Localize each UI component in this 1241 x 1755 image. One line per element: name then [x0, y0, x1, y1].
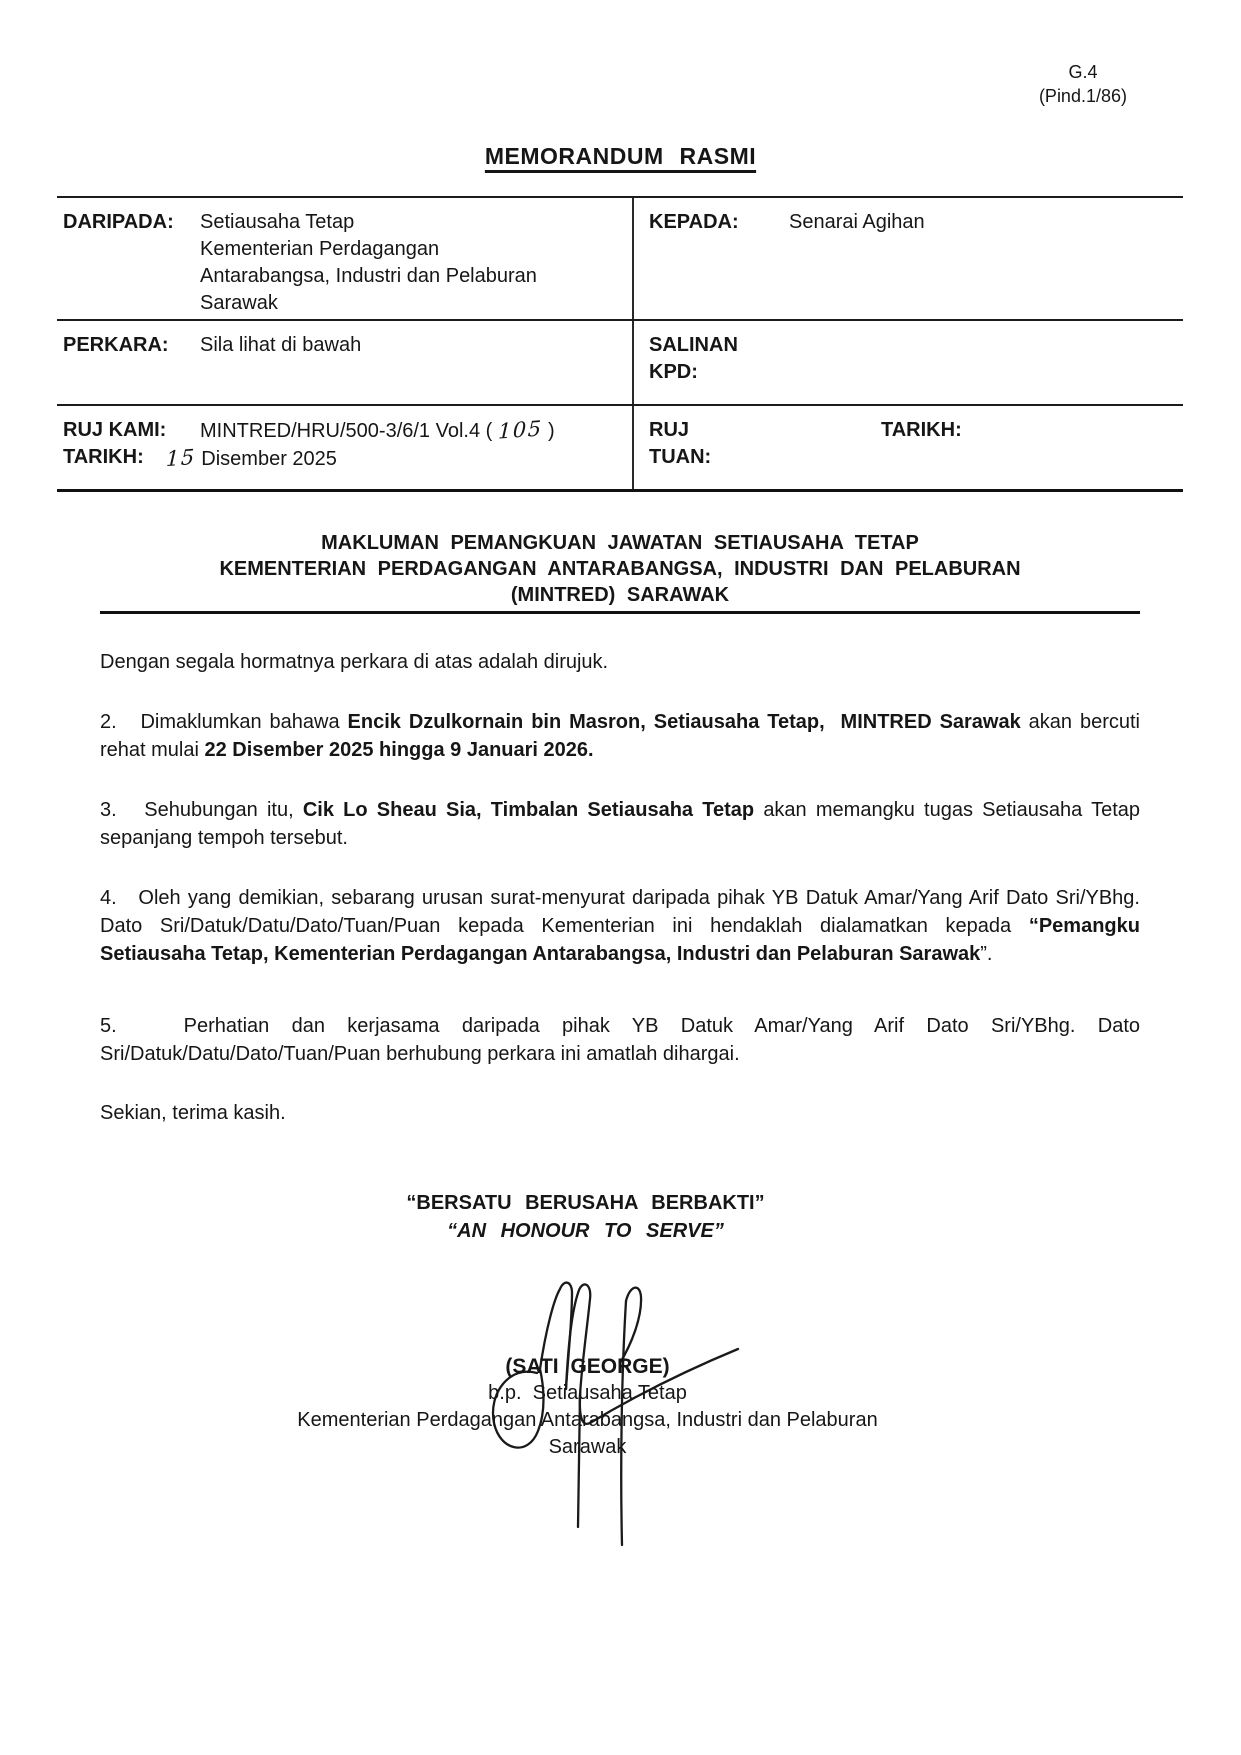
handwritten-ref-number: 105 — [497, 416, 543, 444]
body-paragraph: 2. Dimaklumkan bahawa Encik Dzulkornain bin Masron, Setiausaha Tetap, MINTRED Sarawak akan bercuti rehat mulai 22 Disember 2025 hingga 9 Januari 2026. — [100, 711, 1141, 761]
page-title: MEMORANDUM RASMI — [484, 143, 757, 169]
tarikh-kami-label: TARIKH: — [63, 446, 144, 468]
signatory-on-behalf: b.p. Setiausaha Tetap — [488, 1382, 687, 1404]
motto-line-1: “BERSATU BERUSAHA BERBAKTI” — [406, 1192, 765, 1214]
daripada-value: Setiausaha Tetap Kementerian Perdagangan Antarabangsa, Industri dan Pelaburan Sarawak — [200, 211, 537, 314]
table-row-ruj-tarikh — [57, 406, 1183, 489]
signatory-name: (SATI GEORGE) — [505, 1355, 670, 1378]
handwritten-day: 15 — [165, 444, 197, 472]
field-ruj-kami-tarikh — [57, 406, 632, 489]
body-paragraph: 3. Sehubungan itu, Cik Lo Sheau Sia, Timbalan Setiausaha Tetap akan memangku tugas Setiausaha Tetap sepanjang tempoh tersebut. — [100, 799, 1141, 849]
form-code-revision: (Pind.1/86) — [1038, 86, 1127, 106]
subject-line-3: (MINTRED) SARAWAK — [510, 584, 730, 606]
subject-line-1: MAKLUMAN PEMANGKUAN JAWATAN SETIAUSAHA TETAP — [321, 532, 919, 554]
ruj-tuan-label: RUJ TUAN: — [649, 419, 712, 468]
subject-line-2: KEMENTERIAN PERDAGANGAN ANTARABANGSA, INDUSTRI DAN PELABURAN — [219, 558, 1021, 580]
ruj-kami-tarikh-values — [165, 416, 555, 489]
body-paragraph: 5. Perhatian dan kerjasama daripada pihak YB Datuk Amar/Yang Arif Dato Sri/YBhg. Dato Sri/Datuk/Datu/Dato/Tuan/Puan berhubung perkara ini amatlah dihargai. — [100, 1015, 1140, 1065]
signatory-block — [0, 1353, 1208, 1461]
motto — [0, 1189, 1206, 1245]
closing-line: Sekian, terima kasih. — [100, 1102, 286, 1124]
perkara-value: Sila lihat di bawah — [200, 334, 362, 356]
signatory-place: Sarawak — [548, 1436, 627, 1458]
salinan-label-line2: KPD: — [649, 361, 698, 383]
body-paragraph: Dengan segala hormatnya perkara di atas adalah dirujuk. — [100, 651, 609, 673]
body-paragraphs — [100, 648, 1140, 1068]
kepada-value: Senarai Agihan — [789, 211, 925, 233]
daripada-label: DARIPADA: — [63, 211, 174, 233]
ruj-kami-label: RUJ KAMI: — [63, 419, 167, 441]
tarikh-kami-value: 15 Disember 2025 — [166, 445, 555, 473]
perkara-label: PERKARA: — [63, 334, 169, 356]
heading-underline — [100, 611, 1140, 614]
field-perkara — [57, 321, 632, 404]
subject-heading — [100, 530, 1140, 608]
field-daripada — [57, 198, 632, 319]
signatory-organisation: Kementerian Perdagangan Antarabangsa, Industri dan Pelaburan — [297, 1409, 878, 1431]
field-salinan-kpd — [632, 321, 1183, 404]
memo-header-table — [57, 196, 1183, 492]
tarikh-tuan-label: TARIKH: — [881, 419, 962, 441]
motto-line-2: “AN HONOUR TO SERVE” — [447, 1220, 724, 1242]
field-kepada — [632, 198, 1183, 319]
ruj-kami-value: MINTRED/HRU/500-3/6/1 Vol.4 ( 105 ) — [200, 417, 555, 445]
body-paragraph: 4. Oleh yang demikian, sebarang urusan surat-menyurat daripada pihak YB Datuk Amar/Yang Arif Dato Sri/YBhg. Dato Sri/Datuk/Datu/Dato/Tuan/Puan kepada Kementerian ini hendaklah dialamatkan kepada “Pemangku Setiausaha Tetap, Kementerian Perdagangan Antarabangsa, Industri dan Pelaburan Sarawak”. — [100, 887, 1140, 965]
form-code-number: G.4 — [1068, 62, 1098, 82]
field-ruj-tuan-tarikh — [632, 406, 1183, 489]
table-row-perkara-salinan — [57, 321, 1183, 406]
form-code — [1039, 60, 1127, 108]
signature-section — [0, 1353, 1241, 1461]
table-row-daripada-kepada — [57, 198, 1183, 321]
kepada-label: KEPADA: — [649, 211, 739, 233]
salinan-label-line1: SALINAN — [649, 334, 738, 356]
